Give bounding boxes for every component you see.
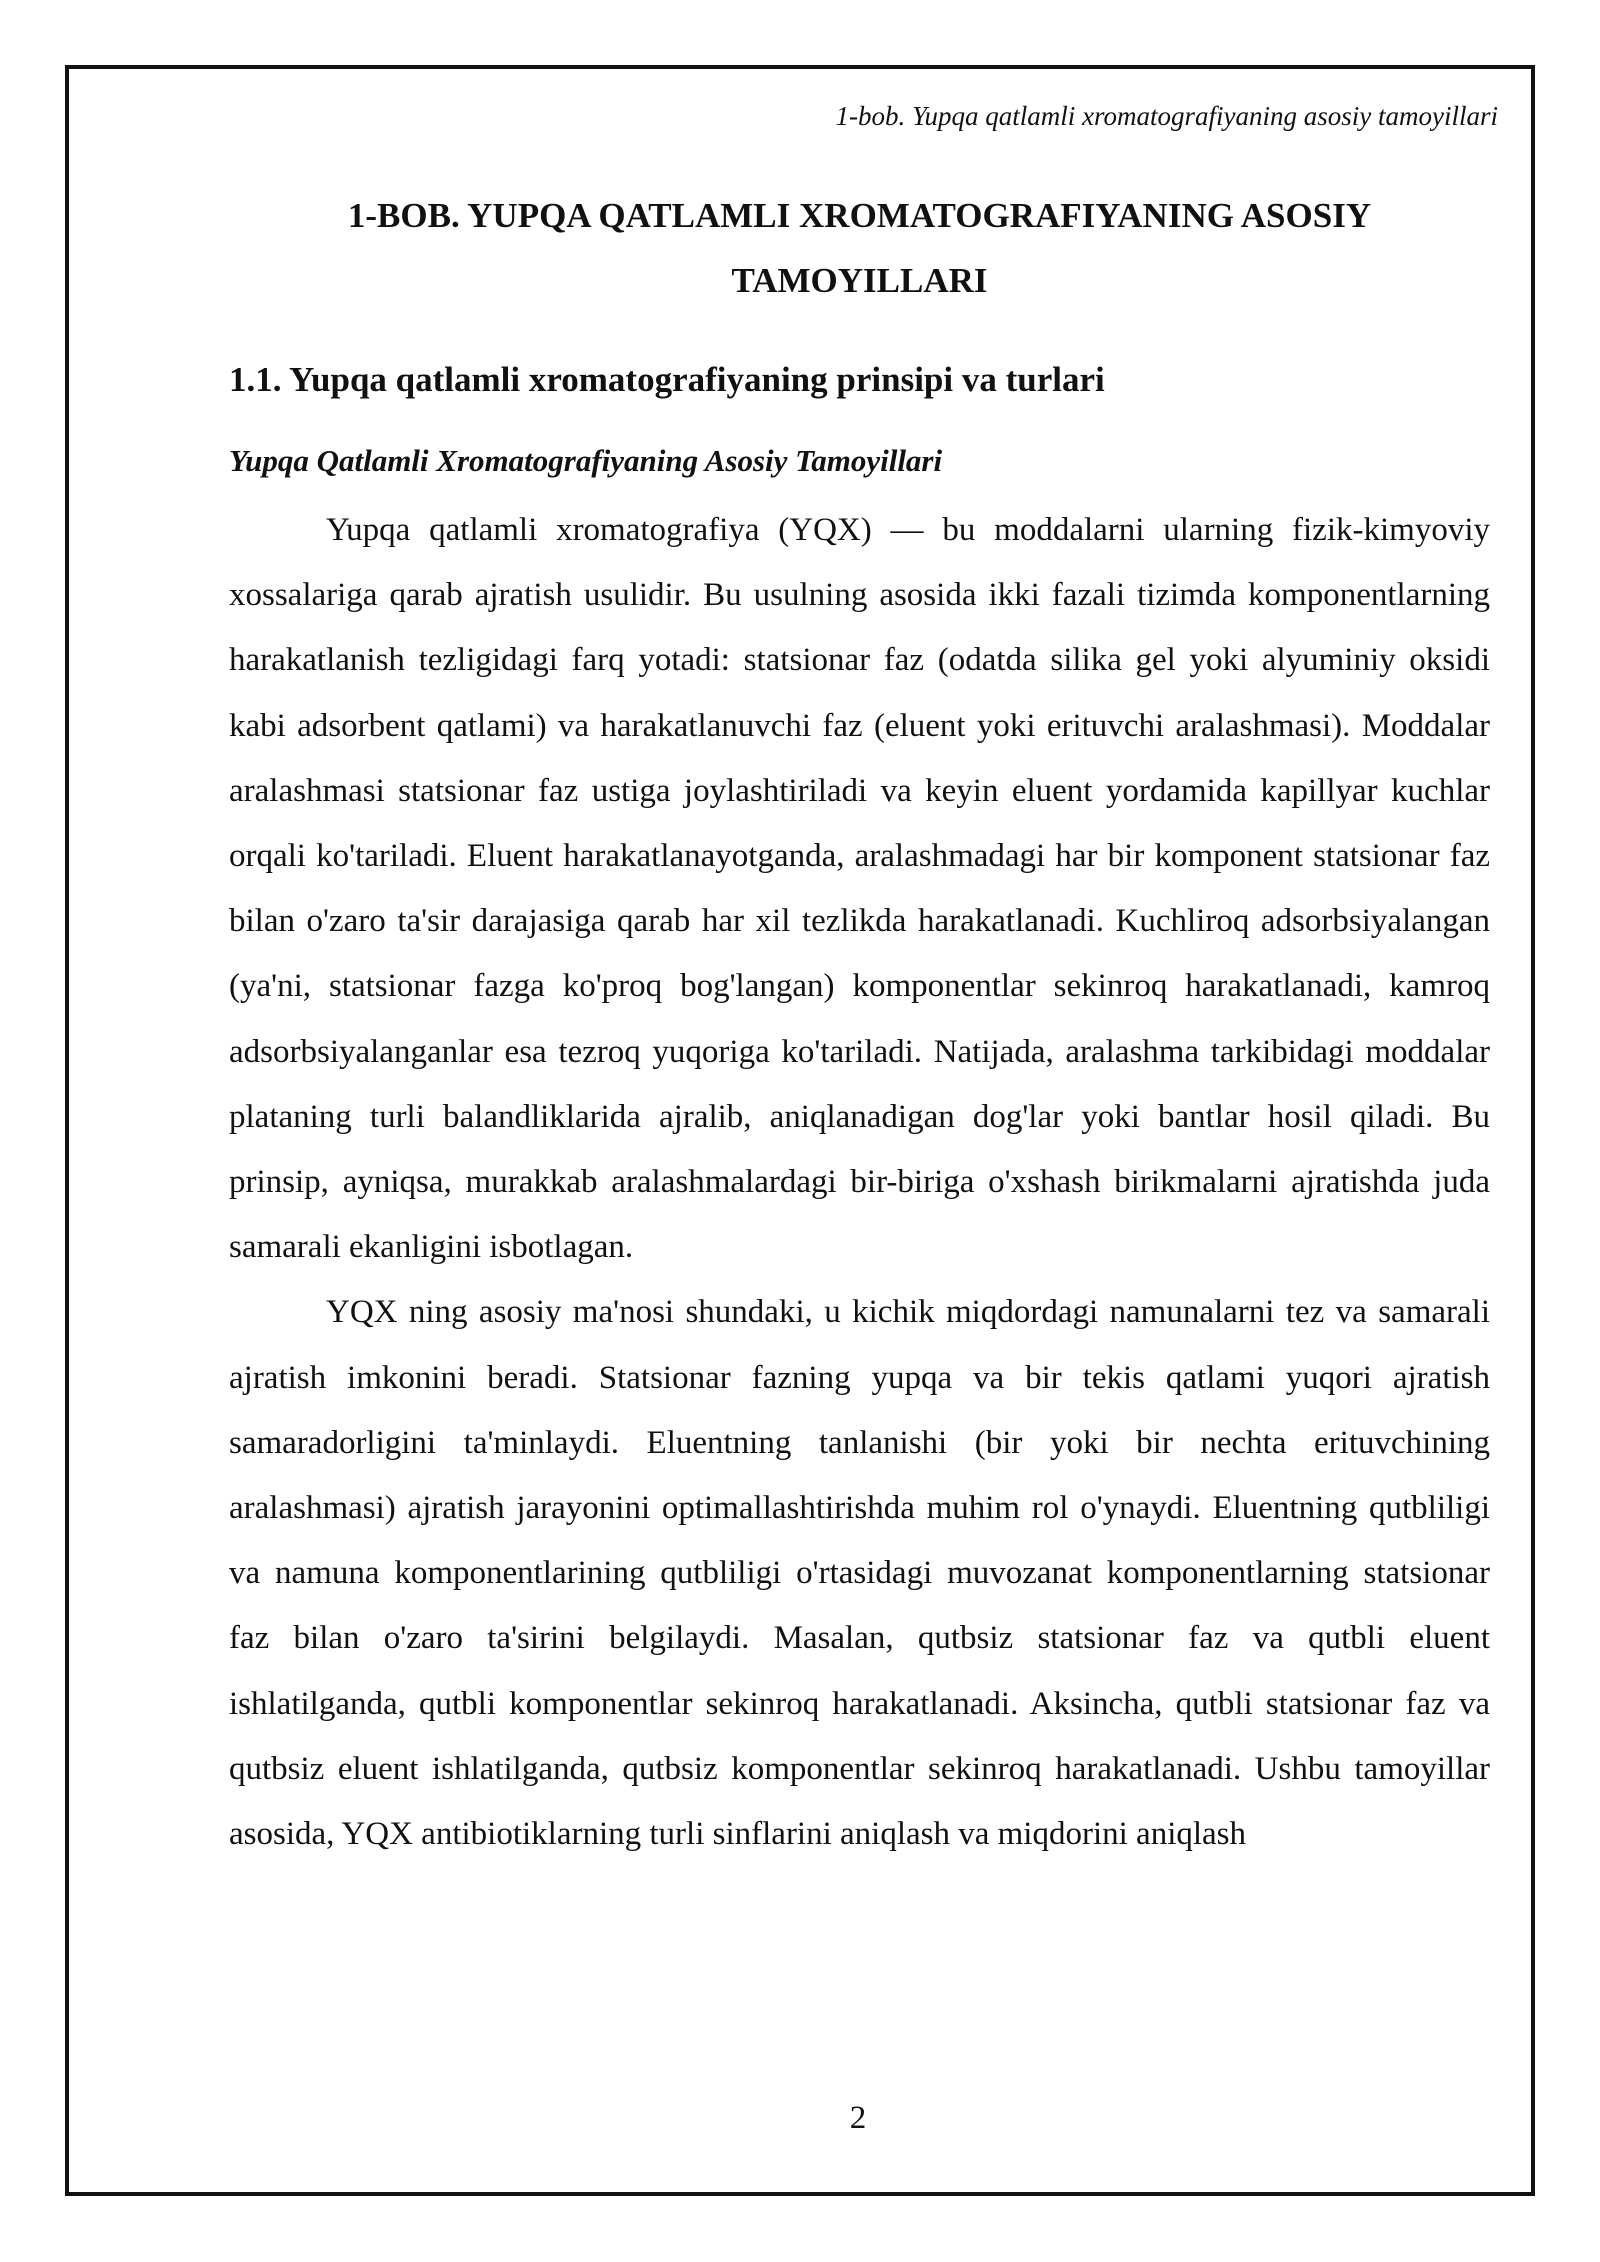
chapter-title [229, 183, 1490, 313]
section-title: 1.1. Yupqa qatlamli xromatografiyaning prinsipi va turlari [229, 360, 1105, 399]
running-header: 1-bob. Yupqa qatlamli xromatografiyaning asosiy tamoyillari [835, 101, 1498, 131]
chapter-title-line2: TAMOYILLARI [731, 261, 988, 300]
body-paragraph-1: Yupqa qatlamli xromatografiya (YQX) — bu moddalarni ularning fizik-kimyoviy xossalariga qarab ajratish usulidir. Bu usulning asosida ikki fazali tizimda komponentlarning harakatlanish tezligidagi farq yotadi: statsionar faz (odatda silika gel yoki alyuminiy oksidi kabi adsorbent qatlami) va harakatlanuvchi faz (eluent yoki erituvchi aralashmasi). Moddalar aralashmasi statsionar faz ustiga joylashtiriladi va keyin eluent yordamida kapillyar kuchlar orqali ko'tariladi. Eluent harakatlanayotganda, aralashmadagi har bir komponent statsionar faz bilan o'zaro ta'sir darajasiga qarab har xil tezlikda harakatlanadi. Kuchliroq adsorbsiyalangan (ya'ni, statsionar fazga ko'proq bog'langan) komponentlar sekinroq harakatlanadi, kamroq adsorbsiyalanganlar esa tezroq yuqoriga ko'tariladi. Natijada, aralashma tarkibidagi moddalar plataning turli balandliklarida ajralib, aniqlanadigan dog'lar yoki bantlar hosil qiladi. Bu prinsip, ayniqsa, murakkab aralashmalardagi bir-biriga o'xshash birikmalarni ajratishda juda samarali ekanligini isbotlagan. [229, 512, 1490, 1266]
page-number: 2 [849, 2100, 867, 2136]
body-paragraph-2: YQX ning asosiy ma'nosi shundaki, u kichik miqdordagi namunalarni tez va samarali ajratish imkonini beradi. Statsionar fazning yupqa va bir tekis qatlami yuqori ajratish samaradorligini ta'minlaydi. Eluentning tanlanishi (bir yoki bir nechta erituvchining aralashmasi) ajratish jarayonini optimallashtirishda muhim rol o'ynaydi. Eluentning qutbliligi va namuna komponentlarining qutbliligi o'rtasidagi muvozanat komponentlarning statsionar faz bilan o'zaro ta'sirini belgilaydi. Masalan, qutbsiz statsionar faz va qutbli eluent ishlatilganda, qutbli komponentlar sekinroq harakatlanadi. Aksincha, qutbli statsionar faz va qutbsiz eluent ishlatilganda, qutbsiz komponentlar sekinroq harakatlanadi. Ushbu tamoyillar asosida, YQX antibiotiklarning turli sinflarini aniqlash va miqdorini aniqlash [229, 1294, 1490, 1853]
subsection-title: Yupqa Qatlamli Xromatografiyaning Asosiy Tamoyillari [229, 443, 943, 478]
chapter-title-line1: 1-BOB. YUPQA QATLAMLI XROMATOGRAFIYANING ASOSIY [347, 196, 1372, 235]
page-content [229, 183, 1490, 1867]
